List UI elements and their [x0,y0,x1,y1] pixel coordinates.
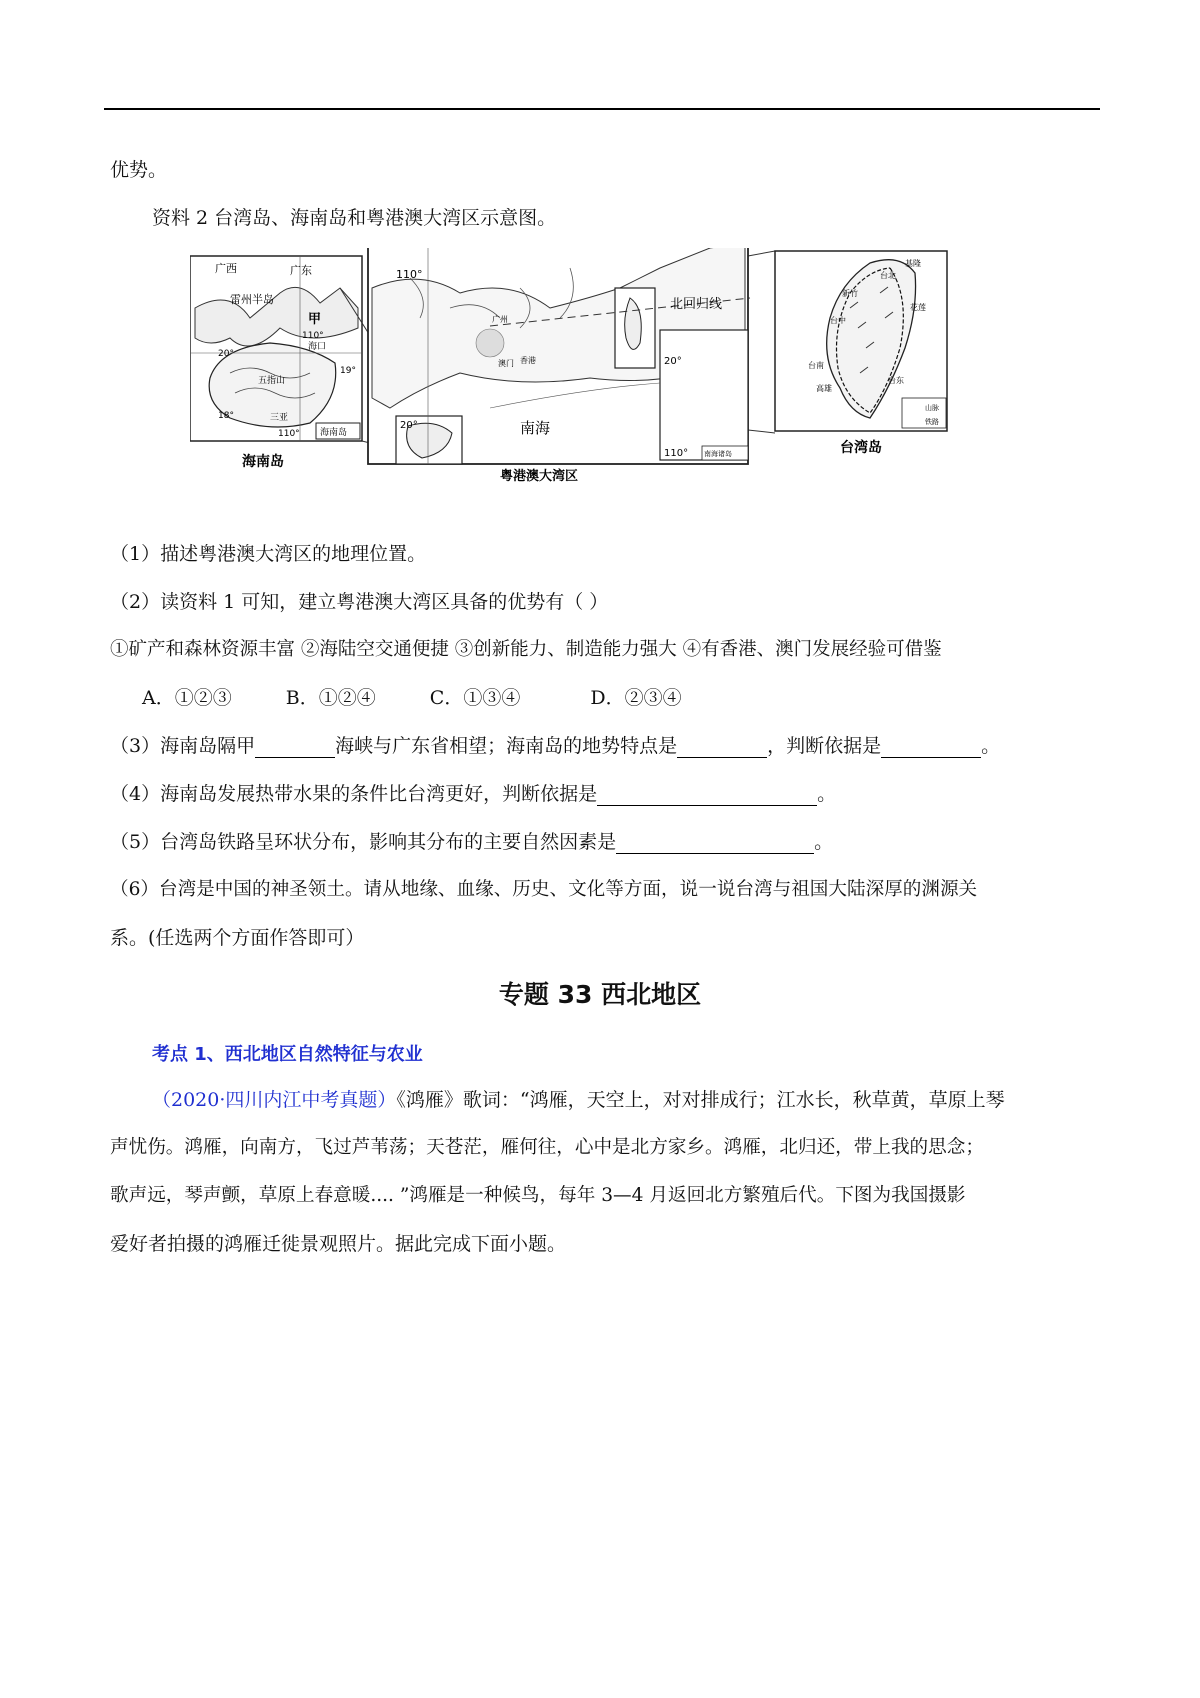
passage-line-2: 声忧伤。鸿雁，向南方，飞过芦苇荡；天苍茫，雁何往，心中是北方家乡。鸿雁，北归还，带上我的思念； [110,1137,984,1158]
section-title: 专题 33 西北地区 [498,980,702,1009]
continued-text: 优势。 [110,159,168,181]
question-6-line-2: 系。(任选两个方面作答即可） [110,927,365,949]
bay-area-caption: 粤港澳大湾区 [500,469,579,484]
map-label: 基隆 [905,259,921,268]
map-label: 20° [664,356,682,367]
map-label: 110° [664,448,689,459]
map-label: 海口 [308,342,327,352]
map-label: 18° [218,411,234,421]
q5-text-b: 。 [814,831,834,853]
map-label: 甲 [308,312,322,327]
exam-point-heading: 考点 1、西北地区自然特征与农业 [152,1044,423,1065]
q3-blank-1[interactable] [255,737,335,758]
option-b: B．①②④ [285,687,376,709]
header-rule [104,108,1100,110]
map-label: 台中 [830,316,846,325]
map-label: 110° [278,429,300,439]
map-label: 台南 [808,361,824,370]
q3-text-d: 。 [981,735,1001,757]
q4-text-a: （4）海南岛发展热带水果的条件比台湾更好，判断依据是 [110,783,598,805]
q3-text-b: 海峡与广东省相望；海南岛的地势特点是 [335,735,678,757]
map-label: 香港 [520,356,536,365]
map-label: 山脉 [925,404,939,412]
question-1: （1）描述粤港澳大湾区的地理位置。 [110,543,427,565]
q3-blank-3[interactable] [881,737,981,758]
q5-text-a: （5）台湾岛铁路呈环状分布，影响其分布的主要自然因素是 [110,831,617,853]
map-label: 110° [396,268,423,281]
map-label: 海南岛 [320,428,348,438]
bay-area-panel [368,248,750,484]
map-figure [190,248,1040,533]
taiwan-caption: 台湾岛 [840,440,882,456]
question-4 [110,782,1100,806]
map-label: 澳门 [498,359,514,368]
q4-blank[interactable] [597,785,817,806]
question-2-statements: ①矿产和森林资源丰富 ②海陆空交通便捷 ③创新能力、制造能力强大 ④有香港、澳门发展经验可借鉴 [110,639,942,660]
option-a: A．①②③ [142,687,232,709]
map-label: 19° [340,366,356,376]
map-label: 高雄 [816,384,832,393]
passage-text-1: 《鸿雁》歌词：“鸿雁，天空上，对对排成行；江水长，秋草黄，草原上琴 [396,1089,1005,1111]
question-5 [110,830,1100,854]
map-label: 五指山 [258,376,286,386]
map-label: 台东 [888,376,904,385]
map-label: 广西 [215,262,237,275]
map-label: 北回归线 [670,297,723,312]
passage-line-4: 爱好者拍摄的鸿雁迁徙景观照片。据此完成下面小题。 [110,1233,567,1255]
map-label: 广东 [290,264,312,277]
map-label: 花莲 [910,303,926,312]
map-label: 新竹 [842,289,858,298]
passage-source: （2020·四川内江中考真题） [152,1089,397,1111]
question-3 [110,734,1100,758]
taiwan-panel [775,251,947,456]
option-c: C．①③④ [429,687,521,709]
question-2: （2）读资料 1 可知，建立粤港澳大湾区具备的优势有（ ） [110,591,609,613]
q5-blank[interactable] [616,833,814,854]
question-6-line-1: （6）台湾是中国的神圣领土。请从地缘、血缘、历史、文化等方面，说一说台湾与祖国大陆深厚的渊源关 [110,879,978,900]
q3-text-c: ，判断依据是 [767,735,882,757]
map-label: 南海 [520,419,551,437]
map-label: 20° [218,349,234,359]
passage-line-1 [152,1088,1142,1112]
hainan-panel [190,256,362,470]
map-label: 雷州半岛 [230,293,274,306]
q3-text-a: （3）海南岛隔甲 [110,735,256,757]
q3-blank-2[interactable] [677,737,767,758]
map-label: 20° [400,420,418,431]
map-label: 三亚 [270,413,289,423]
question-2-options [142,686,1132,710]
passage-line-3: 歌声远，琴声颤，草原上春意暖.... ”鸿雁是一种候鸟，每年 3—4 月返回北方繁殖后代。下图为我国摄影 [110,1185,966,1206]
material2-caption: 资料 2 台湾岛、海南岛和粤港澳大湾区示意图。 [152,207,557,229]
map-label: 南海诸岛 [704,450,732,458]
map-label: 110° [302,331,324,341]
map-label: 台北 [880,271,896,280]
option-d: D．②③④ [590,687,682,709]
hainan-caption: 海南岛 [242,454,284,470]
map-label: 广州 [492,315,508,324]
map-label: 铁路 [925,418,939,426]
q4-text-b: 。 [817,783,837,805]
